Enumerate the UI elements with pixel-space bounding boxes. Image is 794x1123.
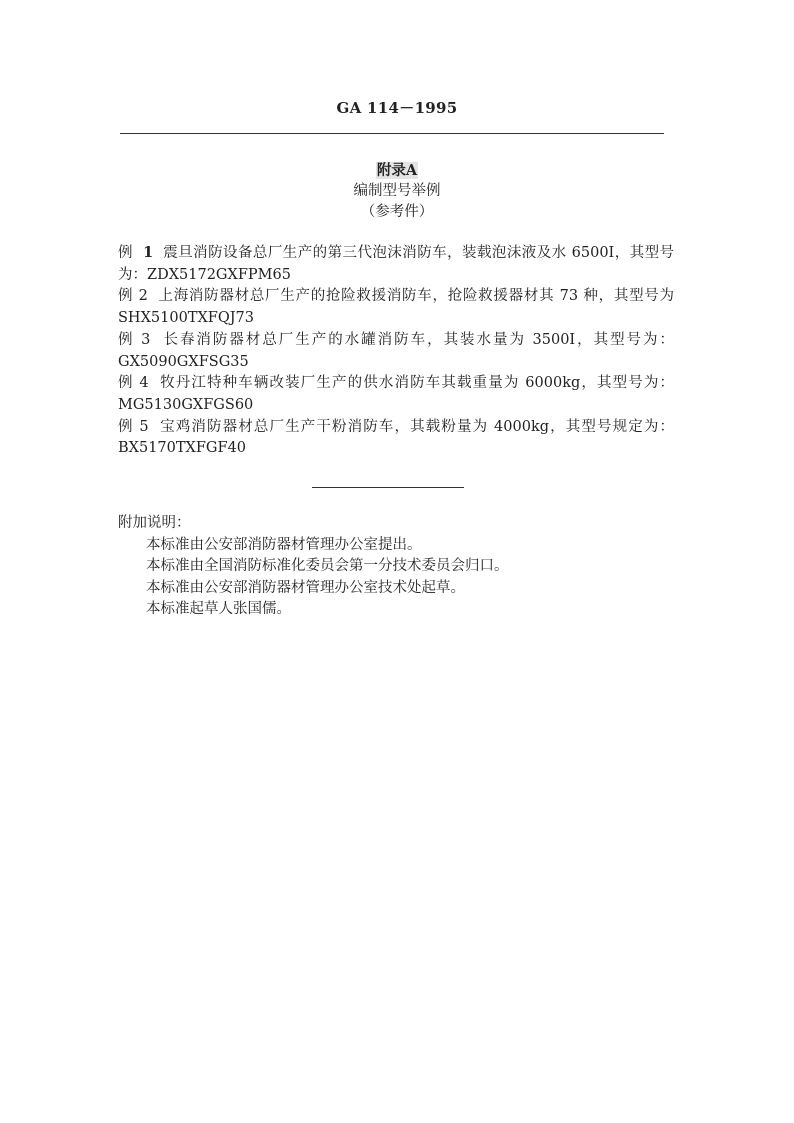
example-label: 例 <box>118 375 134 392</box>
example-item <box>118 242 674 286</box>
notes-heading: 附加说明： <box>118 515 191 531</box>
example-item <box>118 330 674 373</box>
appendix-heading <box>0 160 794 223</box>
example-label: 例 <box>118 245 133 261</box>
section-divider <box>312 487 464 488</box>
appendix-subtitle: 编制型号举例 <box>353 183 441 199</box>
example-text: 宝鸡消防器材总厂生产干粉消防车，其载粉量为 4000kg，其型号规定为：BX5170TXFGF40 <box>118 418 675 457</box>
appendix-note: （参考件） <box>360 204 434 220</box>
example-label: 例 <box>118 418 134 435</box>
example-item <box>118 373 674 416</box>
example-number: 1 <box>143 244 154 261</box>
examples-list <box>118 242 674 460</box>
example-text: 震旦消防设备总厂生产的第三代泡沫消防车，装载泡沫液及水 6500I，其型号为：ZDX5172GXFPM65 <box>118 245 675 283</box>
example-text: 牧丹江特种车辆改装厂生产的供水消防车其载重量为 6000kg，其型号为：MG5130GXFGS60 <box>118 375 675 413</box>
note-item: 本标准由全国消防标准化委员会第一分技术委员会归口。 <box>146 558 509 574</box>
example-number: 4 <box>139 375 149 392</box>
appendix-title-text: 附录A <box>376 162 418 179</box>
header-divider <box>120 133 664 134</box>
standard-code: GA 114－1995 <box>336 99 458 117</box>
example-label: 例 <box>118 331 135 348</box>
note-item: 本标准由公安部消防器材管理办公室提出。 <box>146 536 422 553</box>
example-text: 长春消防器材总厂生产的水罐消防车，其装水量为 3500I，其型号为：GX5090GXFSG35 <box>118 331 675 370</box>
example-label: 例 <box>118 288 134 305</box>
example-text: 上海消防器材总厂生产的抢险救援消防车，抢险救援器材其 73 种，其型号为 SHX5100TXFQJ73 <box>118 288 675 327</box>
additional-notes <box>118 513 674 621</box>
example-item <box>118 417 674 460</box>
note-item: 本标准起草人张国儒。 <box>146 601 291 617</box>
note-item: 本标准由公安部消防器材管理办公室技术处起草。 <box>146 579 465 596</box>
example-item <box>118 286 674 329</box>
example-number: 3 <box>141 331 151 348</box>
example-number: 5 <box>139 418 149 435</box>
appendix-title <box>0 160 794 181</box>
example-number: 2 <box>138 288 148 305</box>
